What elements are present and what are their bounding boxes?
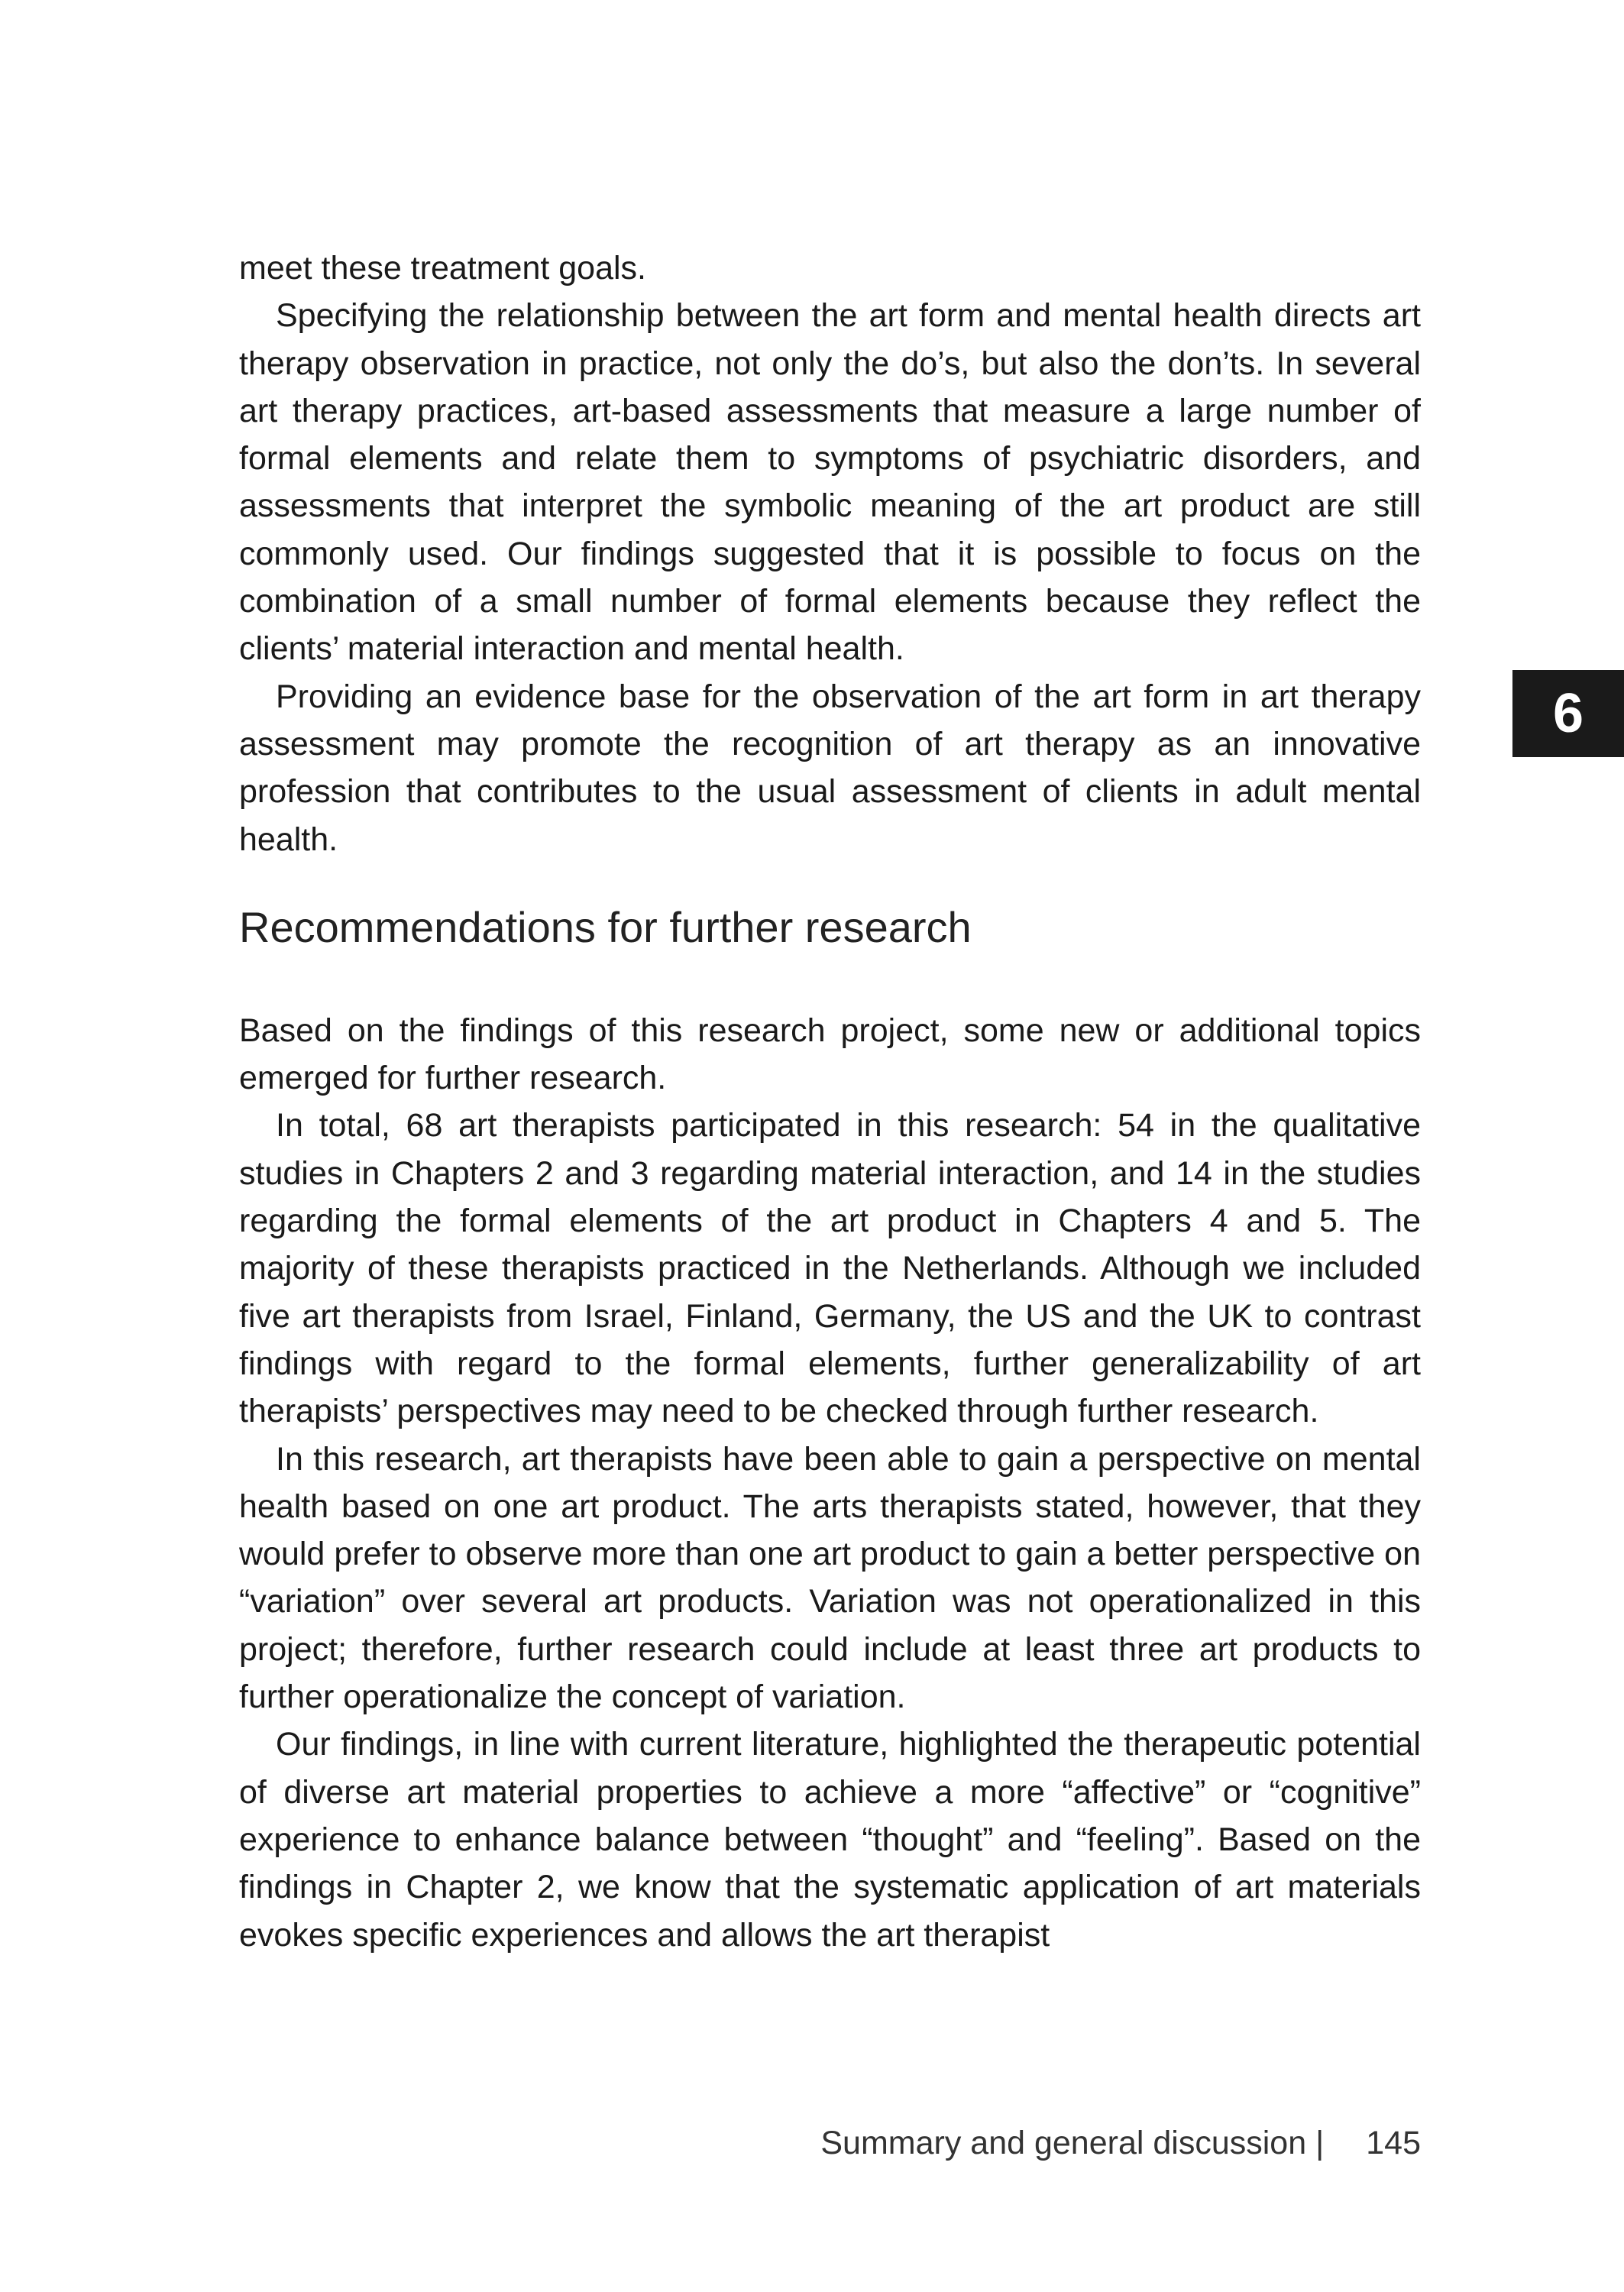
section-heading: Recommendations for further research <box>239 902 972 951</box>
main-text-column <box>239 244 1421 1959</box>
paragraph-participants: In total, 68 art therapists participated in this research: 54 in the qualitative studies in Chapters 2 and 3 regarding material interaction, and 14 in the studies regarding the formal elements of the art product in Chapters 4 and 5. The majority of these therapists practiced in the Netherlands. Although we included five art therapists from Israel, Finland, Germany, the US and the UK to contrast findings with regard to the formal elements, further generalizability of art therapists’ perspectives may need to be checked through further research. <box>239 1107 1421 1430</box>
chapter-tab: 6 <box>1512 670 1624 757</box>
page-number: 145 <box>1366 2125 1421 2161</box>
running-title: Summary and general discussion | <box>820 2125 1325 2161</box>
paragraph-continuation: meet these treatment goals. <box>239 250 647 286</box>
paragraph-art-form-relationship: Specifying the relationship between the art form and mental health directs art therapy observation in practice, not only the do’s, but also the don’ts. In several art therapy practices, art-based assessments that measure a large number of formal elements and relate them to symptoms of psychiatric disorders, and assessments that interpret the symbolic meaning of the art product are still commonly used. Our findings suggested that it is possible to focus on the combination of a small number of formal elements because they reflect the clients’ material interaction and mental health. <box>239 297 1421 668</box>
paragraph-evidence-base: Providing an evidence base for the observation of the art form in art therapy assessment may promote the recognition of art therapy as an innovative profession that contributes to the usual assessment of clients in adult mental health. <box>239 678 1421 858</box>
paragraph-variation: In this research, art therapists have been able to gain a perspective on mental health based on one art product. The arts therapists stated, however, that they would prefer to observe more than one art product to gain a better perspective on “variation” over several art products. Variation was not operationalized in this project; therefore, further research could include at least three art products to further operationalize the concept of variation. <box>239 1440 1421 1716</box>
page-footer <box>820 2120 1421 2166</box>
paragraph-research-topics: Based on the findings of this research project, some new or additional topics emerged for further research. <box>239 1012 1421 1097</box>
paragraph-art-materials: Our findings, in line with current literature, highlighted the therapeutic potential of diverse art material properties to achieve a more “affective” or “cognitive” experience to enhance balance between “thought” and “feeling”. Based on the findings in Chapter 2, we know that the systematic application of art materials evokes specific experiences and allows the art therapist <box>239 1726 1421 1954</box>
